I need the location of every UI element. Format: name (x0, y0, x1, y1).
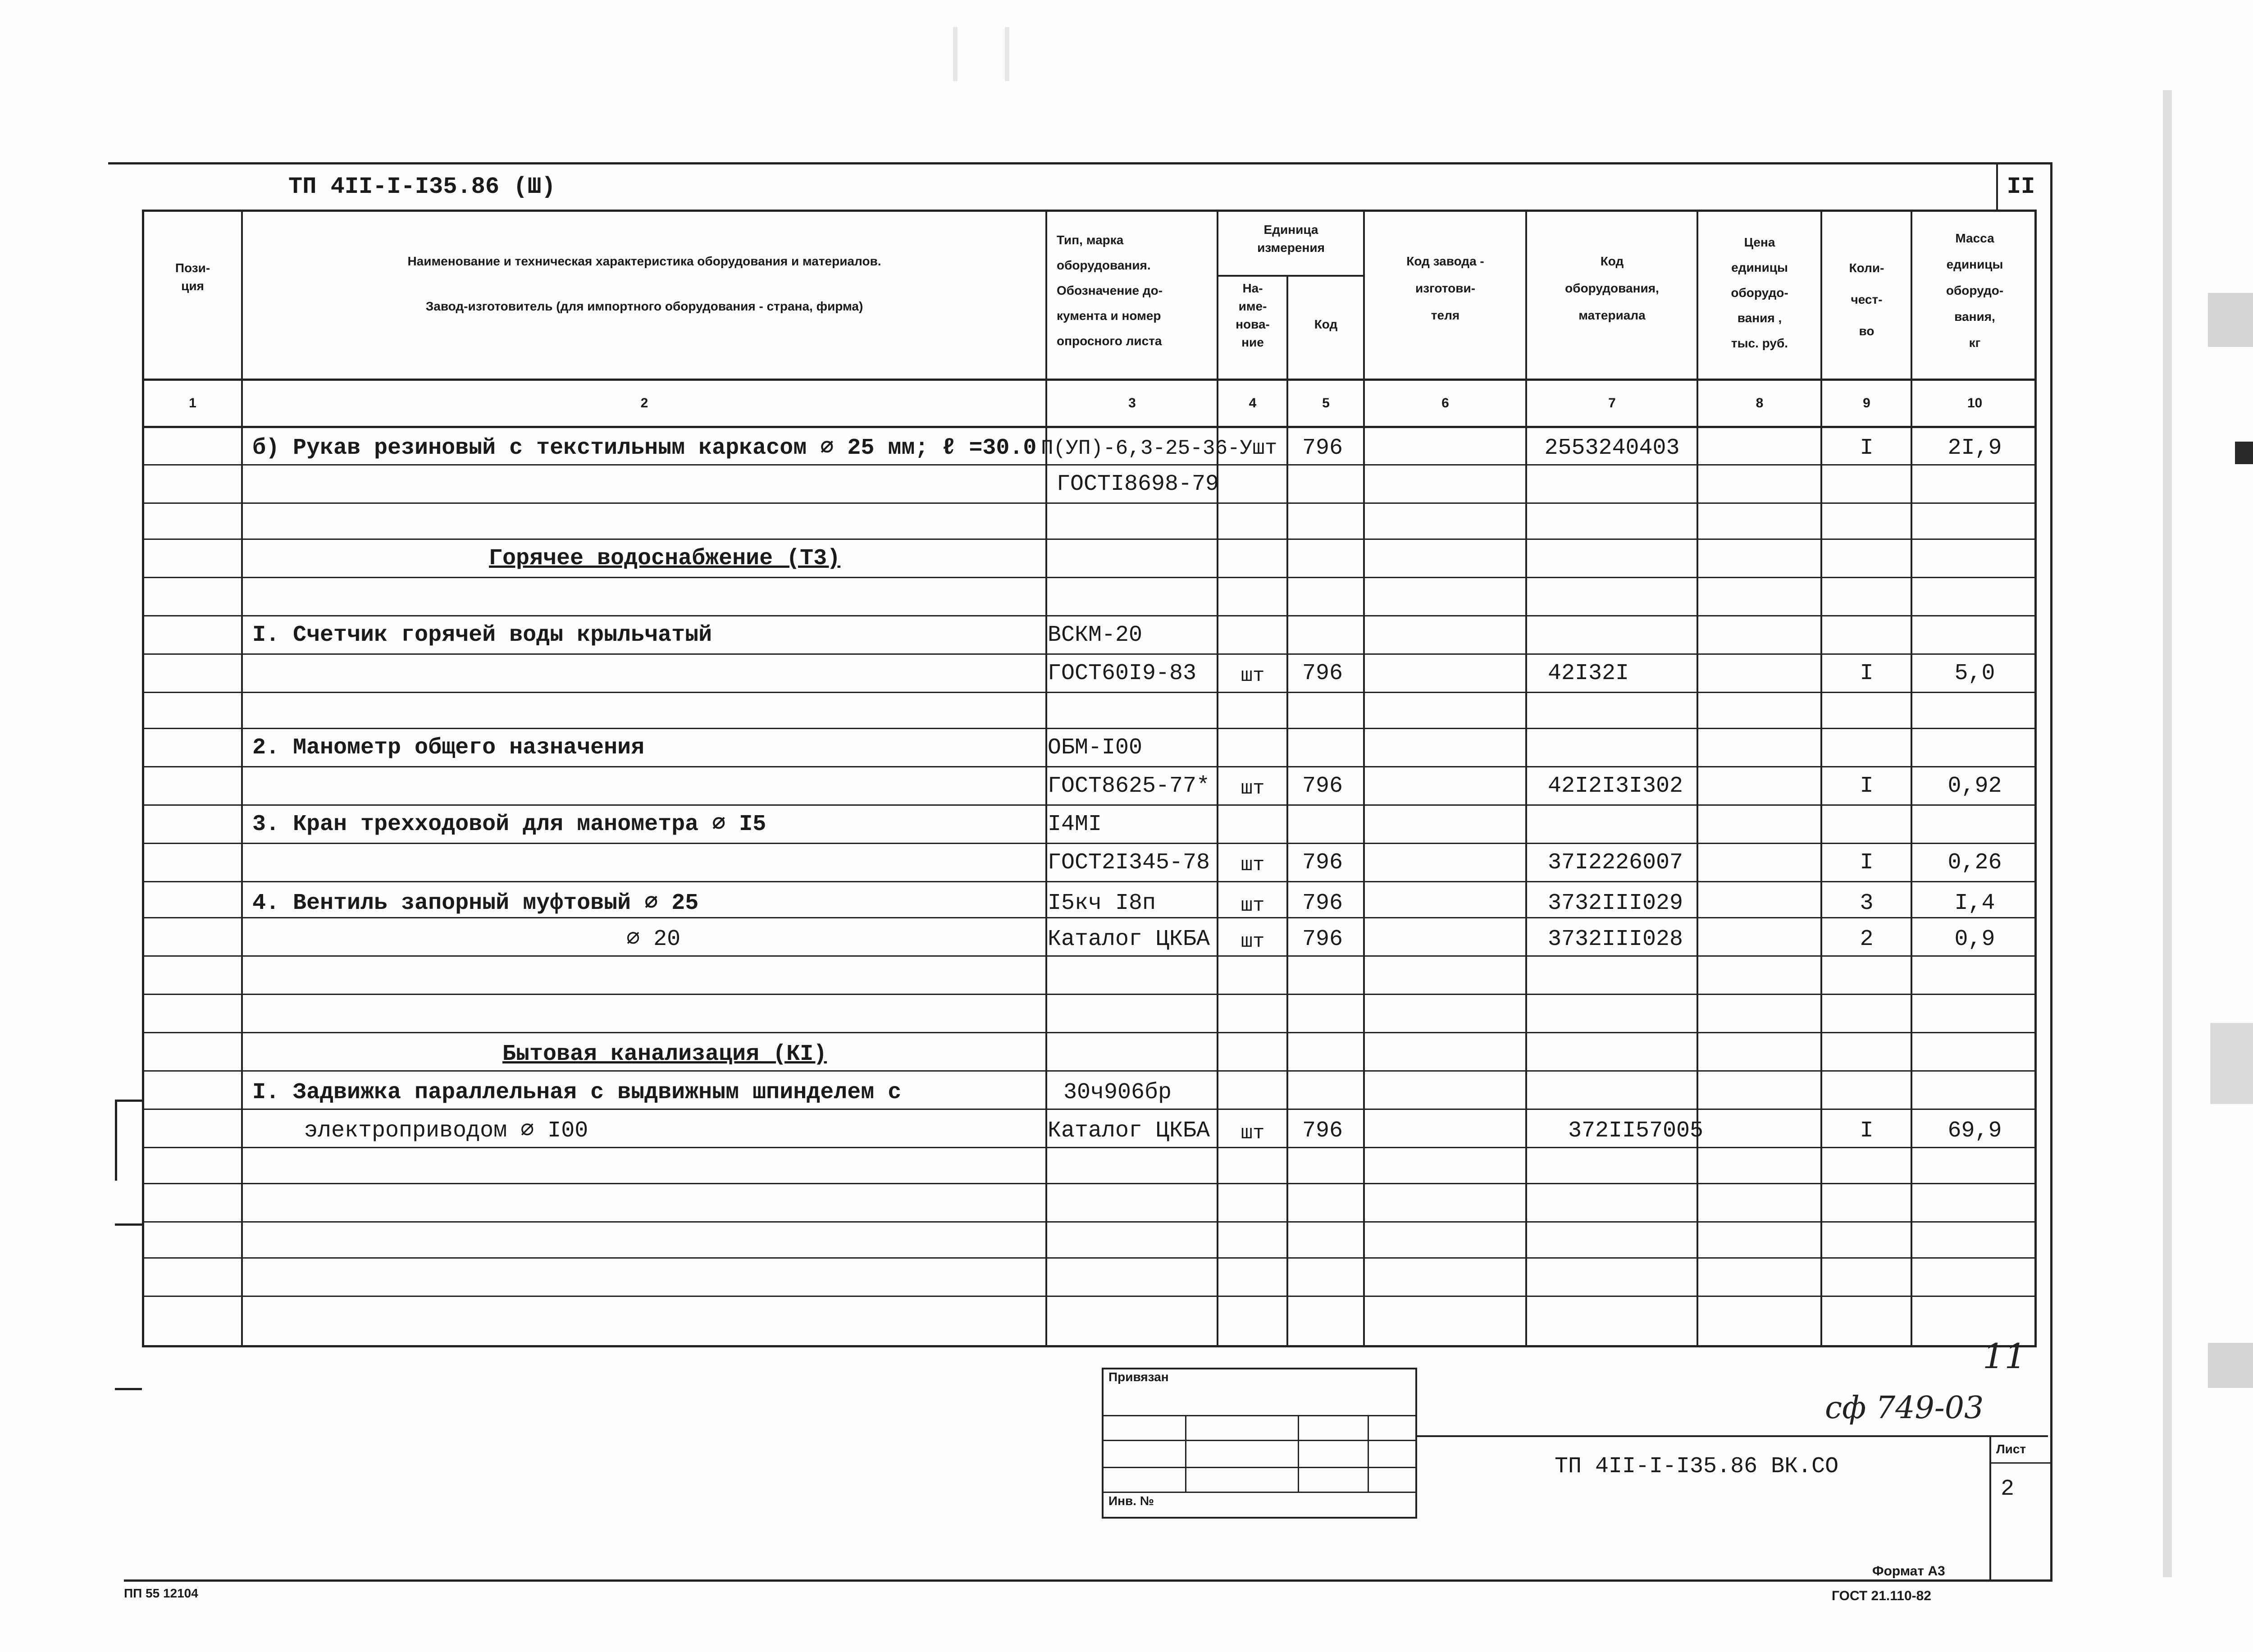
column-number: 2 (640, 396, 648, 411)
column-numbers-line (142, 426, 2037, 428)
title-line (1417, 1435, 2048, 1437)
header-unit-name: На- име- нова- ние (1236, 281, 1270, 349)
stamp-line (1102, 1492, 1417, 1493)
margin-tick (115, 1223, 142, 1226)
row-line (142, 1221, 2037, 1223)
header-position: Пози- ция (175, 261, 210, 293)
row-equipment-code: 372II57005 (1568, 1118, 1704, 1144)
column-number: 8 (1756, 396, 1764, 411)
row-line (142, 917, 2037, 918)
row-line (142, 1296, 2037, 1297)
row-type: ГОСТ8625-77* (1048, 773, 1210, 799)
row-line (142, 843, 2037, 844)
row-quantity: I (1860, 435, 1874, 461)
row-name: ∅ 20 (626, 926, 681, 952)
row-type: Каталог ЦКБА (1048, 926, 1210, 952)
document-designation: ТП 4II-I-I35.86 ВК.СО (1555, 1454, 1839, 1479)
header-unit-group: Единица измерения (1257, 223, 1325, 255)
row-name: электроприводом ∅ I00 (304, 1118, 588, 1144)
header-plant-code: Код завода - изготови- теля (1406, 254, 1484, 322)
header-type-mark: Тип, марка оборудования. Обозначение до- кумента и номер опросного листа (1057, 233, 1163, 348)
row-equipment-code: 42I32I (1548, 661, 1629, 686)
row-code: 796 (1302, 773, 1343, 799)
scan-artifact (2208, 1343, 2253, 1388)
column-number: 3 (1128, 396, 1136, 411)
row-code: 796 (1302, 1118, 1343, 1144)
row-line (142, 881, 2037, 882)
column-number: 4 (1249, 396, 1257, 411)
header-price: Цена единицы оборудо- вания , тыс. руб. (1731, 235, 1788, 350)
header-equipment-code: Код оборудования, материала (1565, 254, 1659, 322)
row-type: ОБМ-I00 (1048, 735, 1143, 761)
row-line (142, 615, 2037, 616)
scan-artifact (2208, 293, 2253, 347)
header-name-line2: Завод-изготовитель (для импортного оборудования - страна, фирма) (425, 299, 863, 313)
stamp-line (1185, 1415, 1186, 1492)
row-quantity: I (1860, 661, 1874, 686)
row-line (142, 1257, 2037, 1259)
row-name: I. Задвижка параллельная с выдвижным шпинделем с (252, 1080, 902, 1105)
row-mass: 69,9 (1947, 1118, 2002, 1144)
title-line (1989, 1435, 1991, 1579)
stamp-line (1298, 1415, 1299, 1492)
document-code: ТП 4II-I-I35.86 (Ш) (288, 173, 556, 200)
row-quantity: I (1860, 1118, 1874, 1144)
section-heading: Бытовая канализация (КI) (502, 1041, 827, 1067)
scan-artifact (2210, 1023, 2253, 1104)
stamp-line (1102, 1467, 1417, 1468)
format-label: Формат А3 (1872, 1564, 1945, 1579)
row-quantity: 3 (1860, 890, 1874, 916)
row-line (142, 1147, 2037, 1148)
row-line (142, 955, 2037, 957)
row-mass: 0,92 (1947, 773, 2002, 799)
row-mass: 0,26 (1947, 850, 2002, 876)
column-number: 5 (1322, 396, 1330, 411)
privyazan-label: Привязан (1108, 1370, 1169, 1384)
row-mass: 0,9 (1954, 926, 1995, 952)
frame-top-line (108, 162, 2052, 164)
scan-artifact (2235, 442, 2253, 464)
row-line (142, 994, 2037, 995)
column-number: 1 (189, 396, 196, 411)
row-type: I4МI (1048, 812, 1102, 837)
sheet-label: Лист (1996, 1442, 2026, 1456)
inventory-label: Инв. № (1108, 1494, 1154, 1508)
frame-bottom-line (124, 1579, 2052, 1582)
row-type: ГОСТ60I9-83 (1048, 661, 1197, 686)
row-type: ГОСТI8698-79 (1057, 471, 1219, 497)
header-quantity: Коли- чест- во (1849, 261, 1884, 338)
margin-tick (115, 1100, 142, 1102)
row-line (142, 1070, 2037, 1072)
handwritten-page-number: 11 (1983, 1336, 2026, 1376)
header-mass: Масса единицы оборудо- вания, кг (1946, 231, 2004, 350)
row-type: I5кч I8п (1048, 890, 1156, 916)
scan-artifact (1005, 27, 1009, 81)
footer-code: ПП 55 12104 (124, 1586, 198, 1600)
row-unit: шт (1241, 854, 1265, 876)
row-type: П(УП)-6,3-25-36-Ушт (1041, 437, 1277, 460)
row-type: 30ч906бр (1063, 1080, 1172, 1105)
margin-tick (115, 1100, 117, 1181)
title-line (1989, 1462, 2050, 1464)
row-quantity: I (1860, 773, 1874, 799)
row-code: 796 (1302, 661, 1343, 686)
row-name: 4. Вентиль запорный муфтовый ∅ 25 (252, 890, 699, 916)
unit-group-line (1217, 275, 1363, 277)
row-line (142, 1109, 2037, 1110)
row-type: Каталог ЦКБА (1048, 1118, 1210, 1144)
row-line (142, 502, 2037, 504)
row-equipment-code: 37I2226007 (1548, 850, 1683, 876)
stamp-line (1102, 1440, 1417, 1441)
row-unit: шт (1241, 777, 1265, 800)
gost-label: ГОСТ 21.110-82 (1832, 1588, 1931, 1603)
row-name: 2. Манометр общего назначения (252, 735, 645, 761)
row-code: 796 (1302, 435, 1343, 461)
row-equipment-code: 3732III028 (1548, 926, 1683, 952)
row-unit: шт (1241, 894, 1265, 917)
column-number: 6 (1441, 396, 1449, 411)
margin-tick (115, 1388, 142, 1390)
column-number: 10 (1967, 396, 1983, 411)
column-number: 9 (1863, 396, 1870, 411)
row-code: 796 (1302, 926, 1343, 952)
row-line (142, 728, 2037, 729)
row-mass: 2I,9 (1947, 435, 2002, 461)
row-name: 3. Кран трехходовой для манометра ∅ I5 (252, 812, 766, 837)
row-equipment-code: 2553240403 (1544, 435, 1680, 461)
row-line (142, 766, 2037, 767)
row-quantity: I (1860, 850, 1874, 876)
row-equipment-code: 42I2I3I302 (1548, 773, 1683, 799)
row-unit: шт (1241, 665, 1265, 687)
row-mass: I,4 (1954, 890, 1995, 916)
row-line (142, 692, 2037, 693)
stamp-line (1102, 1415, 1417, 1416)
sheet-corner-number: II (2007, 173, 2035, 200)
row-unit: шт (1241, 931, 1265, 953)
corner-cell-divider (1996, 162, 1998, 210)
row-type: ГОСТ2I345-78 (1048, 850, 1210, 876)
header-bottom-line (142, 379, 2037, 381)
row-line (142, 577, 2037, 578)
header-unit-code: Код (1314, 317, 1338, 331)
handwritten-reference: сф 749-03 (1825, 1390, 1984, 1426)
row-line (142, 1183, 2037, 1184)
scan-artifact (953, 27, 958, 81)
frame-right-line (2050, 162, 2052, 1582)
section-heading: Горячее водоснабжение (Т3) (489, 546, 841, 571)
row-unit: шт (1241, 1122, 1265, 1145)
row-name: I. Счетчик горячей воды крыльчатый (252, 622, 712, 648)
col-divider (1286, 275, 1288, 1347)
row-name: б) Рукав резиновый с текстильным каркасом ∅ 25 мм; ℓ =30.0 (252, 435, 1037, 461)
row-equipment-code: 3732III029 (1548, 890, 1683, 916)
row-code: 796 (1302, 850, 1343, 876)
header-name-line1: Наименование и техническая характеристика оборудования и материалов. (407, 254, 881, 268)
row-code: 796 (1302, 890, 1343, 916)
row-line (142, 804, 2037, 806)
column-number: 7 (1608, 396, 1616, 411)
scan-artifact (2163, 90, 2172, 1577)
row-mass: 5,0 (1954, 661, 1995, 686)
row-type: ВСКМ-20 (1048, 622, 1143, 648)
stamp-line (1368, 1415, 1369, 1492)
row-quantity: 2 (1860, 926, 1874, 952)
row-line (142, 464, 2037, 465)
row-line (142, 653, 2037, 655)
row-line (142, 1032, 2037, 1033)
sheet-number: 2 (2001, 1476, 2015, 1502)
row-line (142, 538, 2037, 540)
